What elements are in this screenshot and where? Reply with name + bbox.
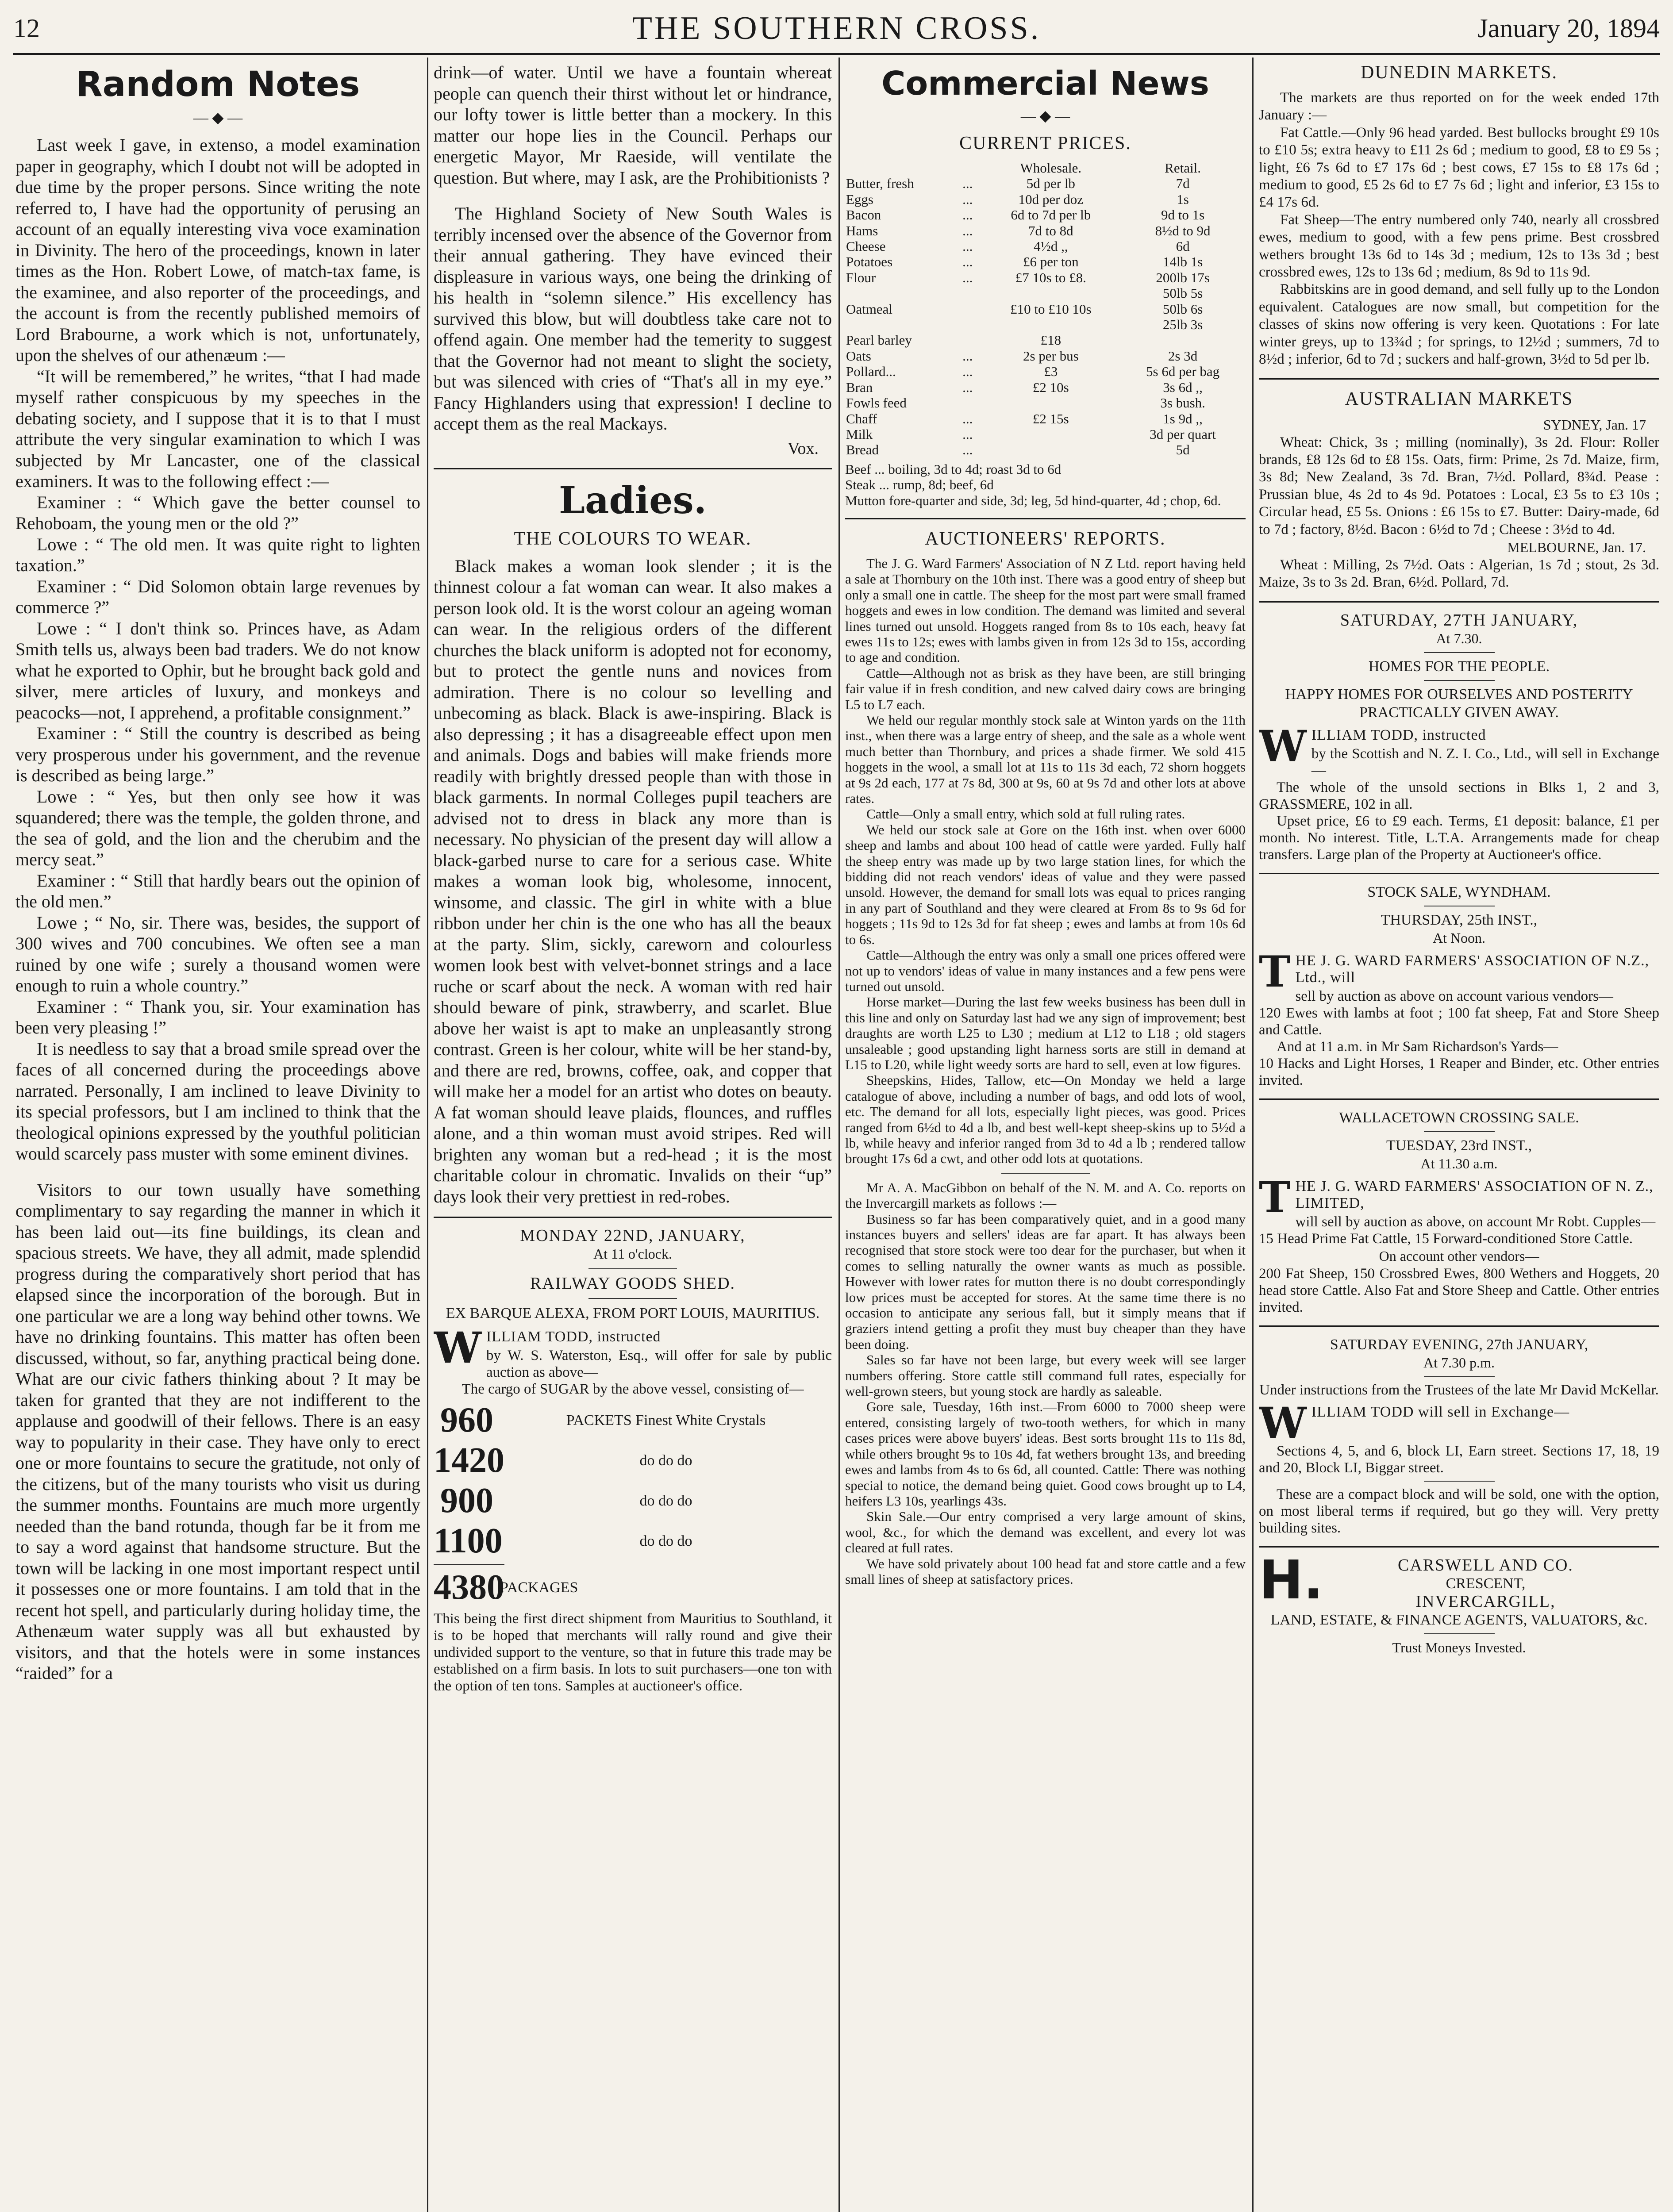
lot-total: 4380 PACKAGES [434,1568,578,1607]
ad-text: The cargo of SUGAR by the above vessel, consisting of— [462,1381,804,1397]
ad-text: These are a compact block and will be sold, one with the option, on most liberal terms if required, but go they will. Very pretty building sites. [1259,1486,1659,1536]
market-paragraph: Wheat: Chick, 3s ; milling (nominally), 3s 2d. Flour: Roller brands, £8 12s 6d to £8 15s. Oats, firm: Prime, 2s 7d. Maize, firm, 3s 8d; New Zealand, 3s 7d. Bran, 7½d. Pollard, 8¾d. Pease : Prussian blue, 4s 2d to 4s 9d. Potatoes : Local, £3 5s to £3 10s ; Circular head, £5 5s. Onions : £6 15s to £7. Butter: Dairy-made, 6d to 7d ; factory, 8½d. Bacon : 6½d to 7d ; Cheese : 3½d to 4d. [1259,434,1659,538]
price-row: Pollard... ... £3 5s 6d per bag [846,364,1220,380]
market-paragraph: Rabbitskins are in good demand, and sell fully up to the London equivalent. Catalogues are now small, but competition for the classes of skins now offering is very keen. Quotations : For late winter greys, up to 13¾d ; for springs, to 12½d ; summers, 7d to 8½d ; inferior, 6d to 7d ; suckers and half-grown, 3½d to 5d per lb. [1259,281,1659,368]
article-paragraph: The Highland Society of New South Wales is terribly incensed over the absence of the Governor from their annual gathering. They have evinced their displeasure in various ways, one being the drinking of his health in “solemn silence.” His excellency has survived this blow, but will doubtless take care not to offend again. One member had the temerity to suggest that the Governor had not meant to slight the society, but was silenced with cries of “That's all in my eye.” Fancy Highlanders using that expression! I decline to accept them as the real Mackays. [434,204,832,434]
ornament: — ◆ — [193,110,243,126]
ad-title: STOCK SALE, WYNDHAM. [1367,883,1551,900]
drop-cap: W [1259,1398,1307,1448]
company-tagline: Trust Moneys Invested. [1392,1639,1526,1655]
price-row: Hams ... 7d to 8d 8½d to 9d [846,223,1211,238]
column-4 [1259,62,1659,2212]
carswell-logo: H. [1259,1549,1324,1611]
ad-text: will sell by auction as above, on account Mr Robt. Cupples— [1295,1214,1656,1230]
report-paragraph: Horse market—During the last few weeks business has been dull in this line and only on Saturday last had we any sign of improvement; best draughts are worth L25 to L30 ; medium at L12 to L18 ; old stagers unsaleable ; good upstanding light harness sorts are still in demand at L15 to L20, while light weedy sorts are hard to sell, even at low figures. [845,994,1246,1072]
meat-price: Beef ... boiling, 3d to 4d; roast 3d to 6d [845,461,1061,477]
column-2 [434,62,832,2212]
report-paragraph: Cattle—Only a small entry, which sold at full ruling rates. [866,806,1185,822]
ad-text: Sections 4, 5, and 6, block LI, Earn street. Sections 17, 18, 19 and 20, Block LI, Biggar street. [1259,1443,1659,1476]
column-1 [15,62,420,2212]
ad-time: At 7.30. [1436,630,1482,646]
report-paragraph: Sales so far have not been large, but every week will see larger numbers offering. Store cattle still command full rates, especially for well-grown steers, but young stock are hardly as saleable. [845,1352,1246,1399]
ad-note: This being the first direct shipment from Mauritius to Southland, it is to be hoped that merchants will rally round and give their undivided support to the venture, so that in future this trade may be established on a firm basis. In lots to suit purchasers—one ton with the option of ten tons. Samples at auctioneer's office. [434,1611,832,1694]
column-3 [845,62,1246,2212]
market-paragraph: The markets are thus reported on for the week ended 17th January :— [1259,90,1659,123]
ad-heading: T HE J. G. WARD FARMERS' ASSOCIATION OF N. Z., LIMITED, [1259,1172,1654,1222]
price-row: Bread ... 5d [846,442,1190,458]
price-row: Flour ... £7 10s to £8. 200lb 17s [846,269,1210,285]
dateline: MELBOURNE, Jan. 17. [1507,539,1646,555]
article-paragraph: Lowe : “ I don't think so. Princes have, as Adam Smith tells us, always been bad traders. We do not know what he exported to Ophir, but he brought back gold and silver, mere articles of luxury, and monkeys and peacocks—not, I apprehend, a profitable consignment.” [15,618,420,722]
article-paragraph: Examiner : “ Still the country is described as being very prosperous under his government, and the revenue is described as being large.” [15,723,420,785]
ad-time: At 11 o'clock. [593,1246,672,1262]
company-street: CRESCENT, [1446,1575,1526,1592]
ad-ex: EX BARQUE ALEXA, FROM PORT LOUIS, MAURITIUS. [446,1305,820,1321]
article-paragraph: drink—of water. Until we have a fountain whereat people can quench their thirst without let or hindrance, our lofty tower is little better than a mockery. In this matter our hope lies in the Council. Perhaps our energetic Mayor, Mr Raeside, will ventilate the question. But where, may I ask, are the Prohibitionists ? [434,62,832,188]
price-row: Eggs ... 10d per doz 1s [846,191,1189,207]
company-name: CARSWELL AND CO. [1398,1555,1573,1575]
ad-time: At 7.30 p.m. [1423,1354,1495,1371]
commercial-title: Commercial News [881,65,1209,103]
carswell-ad [1259,1549,1659,1611]
article-paragraph: Examiner : “ Thank you, sir. Your examination has been very pleasing !” [15,996,420,1037]
article-paragraph: Black makes a woman look slender ; it is the thinnest colour a fat woman can wear. It also makes a person look old. It is the worst colour an ageing woman can wear. In the religious orders of the different churches the black uniform is adopted not for economy, but to protect the gentle nuns and novices from admiration. There is no colour so levelling and unbecoming as black. Black is awe-inspiring. Black is also depressing ; it has a disagreeable effect upon men and animals. Dogs and babies will make friends more readily with brightly dressed people than with those in black garments. In normal Colleges pupil teachers are advised not to dress in black any more than is necessary. No physician of the present day will allow a black-garbed nurse to care for a serious case. White makes a woman look big, wholesome, innocent, winsome, and classic. The girl in white with a blue ribbon under her chin is the one who has all the beaux at the party. Slim, sickly, careworn and colourless women look best with velvet-bonnet strings and a lace ruche or scarf about the neck. A woman with red hair should beware of pink, strawberry, and scarlet. Blue above her waist is apt to make an unpleasantly strong contrast. Green is her colour, white will be her stand-by, and there are red, browns, coffee, oak, and copper that will make her a model for an artist who dotes on beauty. A fat woman should leave plaids, flounces, and ruffles alone, and a thin woman must avoid stripes. Red will brighten any woman but a red-head ; it is the most charitable colour in chromatic. Invalids on their “up” days look their very prettiest in red-robes. [434,556,832,1206]
article-paragraph: Examiner : “ Did Solomon obtain large revenues by commerce ?” [15,576,420,617]
ad-date: MONDAY 22ND, JANUARY, [520,1226,746,1245]
lot-row: 900 do do do [440,1481,692,1520]
ad-date: THURSDAY, 25th INST., [1381,911,1538,928]
ladies-subtitle: THE COLOURS TO WEAR. [514,528,752,549]
ad-text: 10 Hacks and Light Horses, 1 Reaper and Binder, etc. Other entries invited. [1259,1055,1659,1088]
ad-date: SATURDAY EVENING, 27th JANUARY, [1330,1336,1588,1353]
price-row: Chaff ... £2 15s 1s 9d ,, [846,411,1203,426]
company-business: LAND, ESTATE, & FINANCE AGENTS, VALUATORS, &c. [1270,1611,1648,1628]
market-paragraph: Fat Sheep—The entry numbered only 740, nearly all crossbred ewes, medium to good, with a few pens prime. Best crossbred wethers brought 13s 6d to 14s 3d ; medium, 12s to 13s 3d ; best crossbred ewes, 12s to 13s 6d ; medium, 8s 9d to 11s 9d. [1259,211,1659,280]
column-rule [1252,58,1254,2212]
price-row: 25lb 3s [1162,317,1203,333]
drop-cap: T [1259,1172,1291,1222]
ad-text: sell by auction as above on account various vendors— [1295,988,1613,1004]
price-row: Pearl barley £18 [846,332,1061,348]
issue-date: January 20, 1894 [1477,14,1660,43]
lot-row: 1100 do do do [434,1521,692,1560]
report-paragraph: Business so far has been comparatively quiet, and in a good many instances buyers and sellers' ideas are far apart. It has always been recognised that store stock were too dear for the purchaser, but when it comes to selling naturally the owner wants as much as possible. However with lower rates for mutton there is no doubt correspondingly low prices must be accepted for stores. At the same time there is no occasion to anticipate any serious fall, but it simply means that if graziers intend getting a profit they must buy cheaper than they have been doing. [845,1211,1246,1352]
ad-date: SATURDAY, 27TH JANUARY, [1340,611,1578,630]
auctioneers-title: AUCTIONEERS' REPORTS. [925,528,1166,549]
company-town: INVERCARGILL, [1415,1592,1556,1611]
ad-title: WALLACETOWN CROSSING SALE. [1339,1109,1579,1126]
article-paragraph: Examiner : “ Which gave the better counsel to Rehoboam, the young men or the old ?” [15,492,420,533]
page-header [13,0,1660,55]
price-row: Bran ... £2 10s 3s 6d ,, [846,379,1203,395]
drop-cap: W [1259,721,1307,771]
article-paragraph: It is needless to say that a broad smile spread over the faces of all concerned during the proceedings above narrated. Personally, I am inclined to leave Divinity to its special professors, but I am inclined to think that the theological opinions expressed by the youthful politician would scarcely pass muster with some eminent divines. [15,1038,420,1164]
ad-heading: W ILLIAM TODD will sell in Exchange— [1259,1398,1570,1448]
article-paragraph: Last week I gave, in extenso, a model examination paper in geography, which I doubt not will be adopted in due time by the proper persons. Since writing the note referred to, I have had the opportunity of perusing an account of an equally interesting viva voce examination in Divinity. The hero of the proceedings, known in later times as the Hon. Robert Lowe, of match-tax fame, is the examinee, and also reporter of the proceedings, and the account is from the recently published memoirs of Lord Brabourne, a work which is not, unfortunately, upon the shelves of our athenæum :— [15,135,420,365]
ad-time: At Noon. [1432,929,1486,946]
ad-place: RAILWAY GOODS SHED. [530,1274,736,1293]
price-row: Oatmeal £10 to £10 10s 50lb 6s [846,301,1203,317]
prices-title: CURRENT PRICES. [959,133,1131,154]
price-row: Potatoes ... £6 per ton 14lb 1s [846,254,1203,270]
report-paragraph: Skin Sale.—Our entry comprised a very large amount of skins, wool, &c., for which the demand was excellent, and every lot was cleared at full rates. [845,1509,1246,1556]
ad-time: At 11.30 a.m. [1420,1155,1498,1171]
report-paragraph: Sheepskins, Hides, Tallow, etc—On Monday we held a large catalogue of above, including a number of bags, and odd lots of wool, etc. The demand for all lots, especially light pieces, was good. Prices ranged from 6½d to 4d a lb, and best well-kept sheep-skins up to 5½d a lb, while heavy and inferior ranged from 3d to 4d a lb ; rendered tallow brought 17s 6d a cwt, and other odd lots at quotations. [845,1072,1246,1167]
column-rule [427,58,428,2212]
meat-price: Mutton fore-quarter and side, 3d; leg, 5d hind-quarter, 4d ; chop, 6d. [845,492,1221,508]
masthead: THE SOUTHERN CROSS. [632,10,1041,46]
ad-slogan: HAPPY HOMES FOR OURSELVES AND POSTERITY PRACTICALLY GIVEN AWAY. [1285,686,1633,721]
page-number: 12 [13,14,40,43]
ladies-title: Ladies. [558,478,707,522]
random-notes-title: Random Notes [76,65,360,104]
price-row: Milk ... 3d per quart [846,426,1216,442]
lot-row: 1420 do do do [434,1441,692,1480]
market-paragraph: Fat Cattle.—Only 96 head yarded. Best bullocks brought £9 10s to £10 5s; extra heavy to £11 2s 6d ; medium to good, £8 to £9 5s ; light, £6 7s 6d to £7 17s 6d ; best cows, £7 15s to £8 17s 6d ; medium to good, £5 2s 6d to £7 7s 6d ; light and inferior, £3 15s to £4 17s 6d. [1259,124,1659,211]
price-row: Oats ... 2s per bus 2s 3d [846,348,1198,364]
meat-price: Steak ... rump, 8d; beef, 6d [845,477,994,493]
report-paragraph: We held our regular monthly stock sale at Winton yards on the 11th inst., when there was a large entry of sheep, and the sale as a whole went much better than Thornbury, and prices a shade firmer. We sold 415 hoggets in the wool, a small lot at 11s to 11s 3d each, 72 shorn hoggets at 9s 2d each, 177 at 7s 8d, 300 at 9s, 60 at 9s 7d and other lots at above rates. [845,712,1246,806]
ad-heading: W ILLIAM TODD, instructed [1259,721,1486,771]
australian-title: AUSTRALIAN MARKETS [1345,388,1573,409]
ad-text: by W. S. Waterston, Esq., will offer for sale by public auction as above— [486,1348,832,1380]
article-paragraph: Lowe : “ Yes, but then only see how it was squandered; there was the temple, the golden throne, and the sea of gold, and the lion and the cherubim and the mercy seat.” [15,786,420,869]
drop-cap: T [1259,946,1291,997]
report-paragraph: We held our stock sale at Gore on the 16th inst. when over 6000 sheep and lambs and about 100 head of cattle were yarded. Fully half the sheep entry was made up by two large station lines, for which the bidding did not reach vendors' ideas of value and they were passed unsold. However, the demand for small lots was equal to prices ranging in any part of Southland and they were cleared at From 8s to 9s 6d for hoggets ; 11s 9d to 12s 3d for fat sheep ; ewes and lambs at from 10s 6d to 6s. [845,822,1246,947]
article-paragraph: “It will be remembered,” he writes, “that I had made myself rather conspicuous by my speeches in the debating society, and I suppose that it is to that I must attribute the very singular examination to which I was subjected by Mr Lancaster, one of the classical examiners. It was to the following effect :— [15,366,420,491]
drop-cap: W [434,1323,482,1373]
ad-heading: T HE J. G. WARD FARMERS' ASSOCIATION OF N.Z., Ltd., will [1259,946,1650,997]
market-paragraph: Wheat : Milling, 2s 7½d. Oats : Algerian, 1s 7d ; stout, 2s 3d. Maize, 3s to 3s 2d. Bran, 6½d. Pollard, 7d. [1259,557,1659,591]
ad-text: And at 11 a.m. in Mr Sam Richardson's Yards— [1277,1038,1558,1055]
price-row: Bacon ... 6d to 7d per lb 9d to 1s [846,207,1205,223]
ad-text: Upset price, £6 to £9 each. Terms, £1 deposit: balance, £1 per month. No interest. Title, L.T.A. Arrangements made for cheap transfers. Large plan of the Property at Auctioneer's office. [1259,813,1659,863]
table-header: Wholesale. Retail. [1020,160,1201,176]
article-paragraph: Lowe ; “ No, sir. There was, besides, the support of 300 wives and 700 concubines. We often see a man ruined by one wife ; surely a thousand women were enough to ruin a whole country.” [15,912,420,995]
ad-text: 15 Head Prime Fat Cattle, 15 Forward-conditioned Store Cattle. [1259,1230,1633,1247]
ad-text: Under instructions from the Trustees of the late Mr David McKellar. [1259,1382,1659,1398]
price-row: 50lb 5s [1162,285,1203,301]
ad-text: The whole of the unsold sections in Blks 1, 2 and 3, GRASSMERE, 102 in all. [1259,779,1659,812]
price-row: Cheese ... 4½d ,, 6d [846,238,1190,254]
ornament: — ◆ — [1020,108,1070,124]
ad-heading: W ILLIAM TODD, instructed [434,1323,661,1373]
lot-list [434,1400,832,1608]
dateline: SYDNEY, Jan. 17 [1543,416,1646,433]
ad-date: TUESDAY, 23rd INST., [1386,1137,1532,1154]
report-paragraph: The J. G. Ward Farmers' Association of N Z Ltd. report having held a sale at Thornbury on the 10th inst. There was a good entry of sheep but only a small one in cattle. The sheep for the most part were small framed hoggets and ewes in low condition. The demand was limited and several lines turned out unsold. Hoggets ranged from 8s to 10s each, heavy fat ewes 11s to 12s; ewes with lambs given in from 12s 3d to 15s, according to age and condition. [845,555,1246,665]
article-paragraph: Visitors to our town usually have something complimentary to say regarding the manner in which it has been laid out—its fine buildings, its clean and spacious streets. We have, they all admit, made splendid progress during the comparatively short period that has elapsed since the incorporation of the borough. But in one particular we are a long way behind other towns. We have no drinking fountains. This matter has often been discussed, without, so far, anything practical being done. What are our civic fathers thinking about ? It may be taken for granted that they are not indifferent to the applause and goodwill of their fellows. There is an easy way to popularity in their case. They have only to erect one or more fountains to secure the gratitude, not only of the citizens, but of the many tourists who visit us during the summer months. Fountains are much more urgently needed than the band rotunda, though far be it from me to say a word against that handsome structure. But the town will be lacking in one most important respect until it possesses one or more fountains. I am told that in the recent hot spell, and particularly during holiday time, the Athenæum water supply was all but exhausted by visitors, and that the hotels were in some instances “raided” for a [15,1179,420,1683]
report-paragraph: Mr A. A. MacGibbon on behalf of the N. M. and A. Co. reports on the Invercargill markets as follows :— [845,1179,1246,1211]
price-table [845,160,1246,458]
report-paragraph: We have sold privately about 100 head fat and store cattle and a few small lines of sheep at satisfactory prices. [845,1555,1246,1587]
price-row: Butter, fresh ... 5d per lb 7d [846,176,1190,192]
report-paragraph: Cattle—Although the entry was only a small one prices offered were not up to vendors' ideas of value in many instances and a few pens were turned out unsold. [845,947,1246,994]
ad-text: by the Scottish and N. Z. I. Co., Ltd., will sell in Exchange— [1311,745,1659,779]
dunedin-title: DUNEDIN MARKETS. [1361,62,1558,83]
lot-row: 960 PACKETS Finest White Crystals [440,1401,766,1440]
ad-subtitle: HOMES FOR THE PEOPLE. [1368,658,1550,675]
ad-text: On account other vendors— [1379,1248,1539,1264]
column-rule [838,58,840,2212]
report-paragraph: Gore sale, Tuesday, 16th inst.—From 6000 to 7000 sheep were entered, consisting largely of two-tooth wethers, for which in many cases prices were above buyers' ideas. Best sorts brought 11s to 11s 8d, while others brought 9s to 10s 4d, fat wethers brought 13s, and breeding ewes and lambs from 4s to 6s 6d, all counted. Cattle: There was nothing special to notice, the demand being quiet. Good cows brought up to L4, heifers L3 10s, yearlings 43s. [845,1399,1246,1509]
price-row: Fowls feed 3s bush. [846,395,1205,411]
ad-text: 200 Fat Sheep, 150 Crossbred Ewes, 800 Wethers and Hoggets, 20 head store Cattle. Also Fat and Store Sheep and Cattle. Other entries invited. [1259,1265,1659,1315]
article-paragraph: Lowe : “ The old men. It was quite right to lighten taxation.” [15,534,420,575]
article-paragraph: Examiner : “ Still that hardly bears out the opinion of the old men.” [15,870,420,911]
report-paragraph: Cattle—Although not as brisk as they have been, are still bringing fair value if in fresh condition, and new calved dairy cows are bringing L5 to L7 each. [845,665,1246,712]
ad-text: 120 Ewes with lambs at foot ; 100 fat sheep, Fat and Store Sheep and Cattle. [1259,1005,1659,1038]
signature: Vox. [787,439,819,458]
